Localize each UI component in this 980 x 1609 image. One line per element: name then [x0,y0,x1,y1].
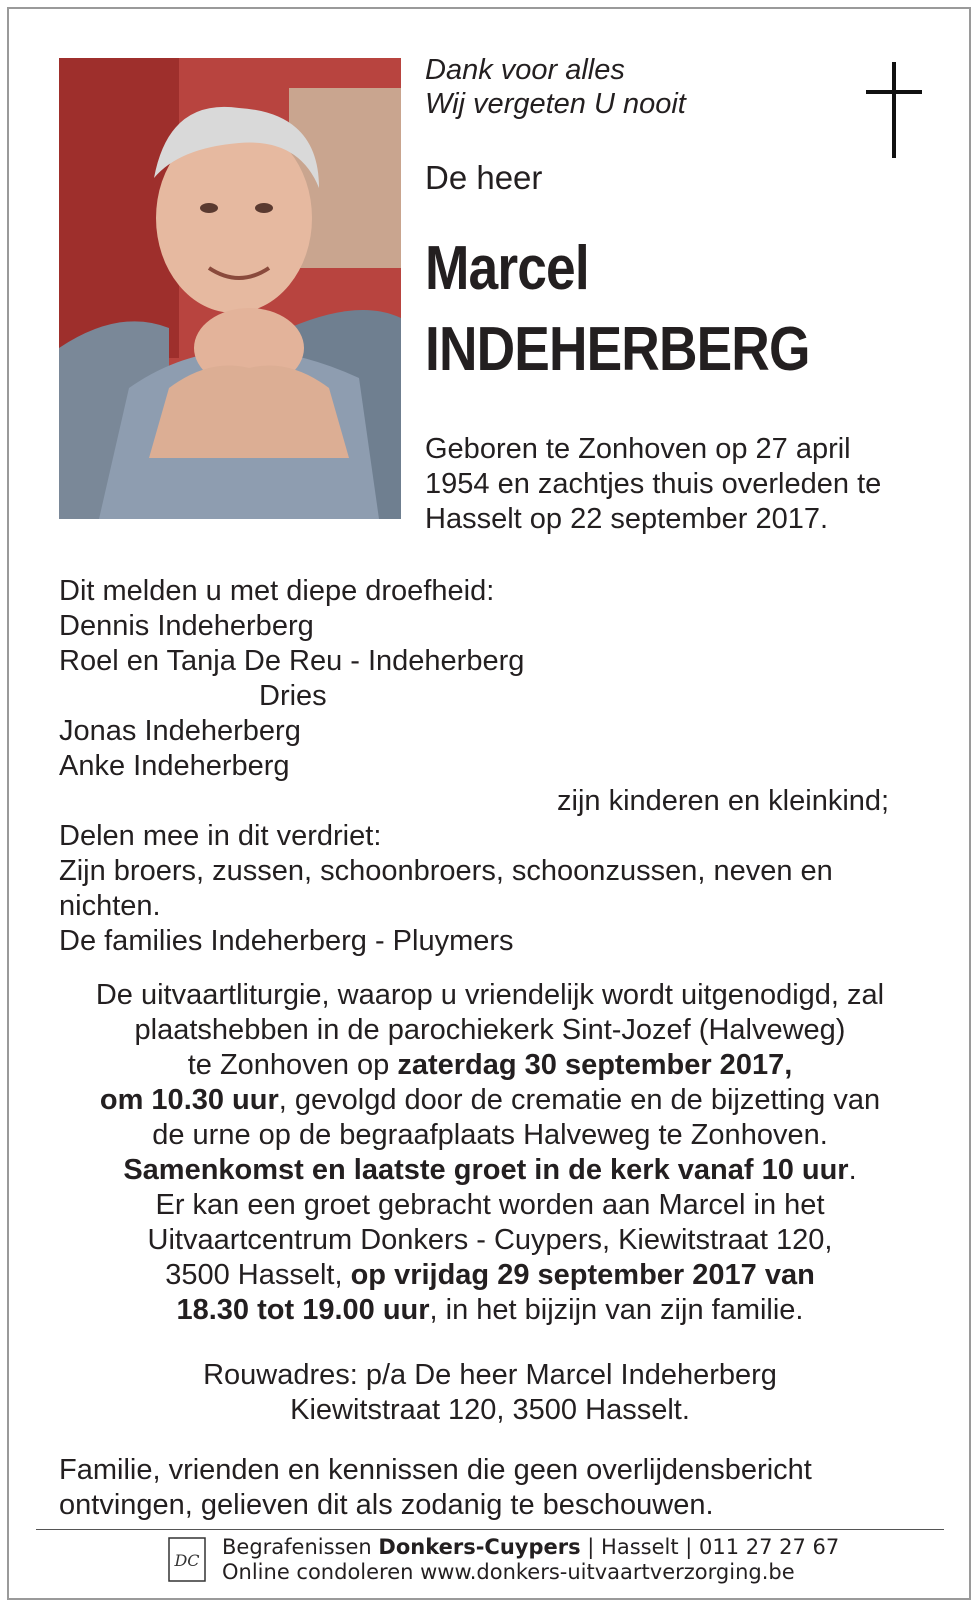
footer-company-line: Begrafenissen Donkers-Cuypers | Hasselt | 011 27 27 67 [222,1535,840,1559]
service-line-4: om 10.30 uur, gevolgd door de crematie en de bijzetting van [99,1084,881,1116]
address-line-1: Rouwadres: p/a De heer Marcel Indeherberg [203,1359,777,1391]
families-line: De families Indeherberg - Pluymers [59,925,514,957]
share-intro: Delen mee in dit verdriet: [59,820,382,852]
birth-line-1: Geboren te Zonhoven op 27 april [425,433,851,465]
service-line-1: De uitvaartliturgie, waarop u vriendelijk wordt uitgenodigd, zal [95,979,885,1011]
service-line-10: 18.30 tot 19.00 uur, in het bijzijn van zijn familie. [176,1294,804,1326]
share-line-1: Zijn broers, zussen, schoonbroers, schoonzussen, neven en [59,855,833,887]
closing-line-1: Familie, vrienden en kennissen die geen overlijdensbericht [59,1454,812,1486]
mourner-line: Dennis Indeherberg [59,610,314,642]
cross-icon [866,62,922,158]
service-line-6: Samenkomst en laatste groet in de kerk vanaf 10 uur. [123,1154,857,1186]
birth-line-3: Hasselt op 22 september 2017. [425,503,829,535]
mourners-intro: Dit melden u met diepe droefheid: [59,575,495,607]
last-name: INDEHERBERG [425,315,810,384]
service-line-8: Uitvaartcentrum Donkers - Cuypers, Kiewitstraat 120, [147,1224,833,1256]
birth-line-2: 1954 en zachtjes thuis overleden te [425,468,882,500]
mourner-line: Anke Indeherberg [59,750,290,782]
mourner-line: Roel en Tanja De Reu - Indeherberg [59,645,525,677]
share-line-2: nichten. [59,890,161,922]
service-line-7: Er kan een groet gebracht worden aan Marcel in het [155,1189,825,1221]
portrait-photo [59,58,401,519]
motto-line-1: Dank voor alles [425,54,625,86]
motto-line-2: Wij vergeten U nooit [425,88,686,120]
closing-line-2: ontvingen, gelieven dit als zodanig te beschouwen. [59,1489,714,1521]
mourner-line: Dries [259,680,327,712]
address-line-2: Kiewitstraat 120, 3500 Hasselt. [290,1394,690,1426]
service-line-2: plaatshebben in de parochiekerk Sint-Jozef (Halveweg) [134,1014,846,1046]
first-name: Marcel [425,234,589,303]
mourner-line: Jonas Indeherberg [59,715,301,747]
svg-text:DC: DC [174,1551,200,1570]
mourners-relation: zijn kinderen en kleinkind; [557,785,890,817]
funeral-home-logo-icon [168,1537,206,1582]
title-honorific: De heer [425,159,543,196]
footer-divider [36,1529,944,1530]
service-line-3: te Zonhoven op zaterdag 30 september 2017, [187,1049,793,1081]
service-line-5: de urne op de begraafplaats Halveweg te Zonhoven. [152,1119,828,1151]
footer-online-line[interactable]: Online condoleren www.donkers-uitvaartverzorging.be [222,1560,795,1584]
service-line-9: 3500 Hasselt, op vrijdag 29 september 2017 van [165,1259,815,1291]
